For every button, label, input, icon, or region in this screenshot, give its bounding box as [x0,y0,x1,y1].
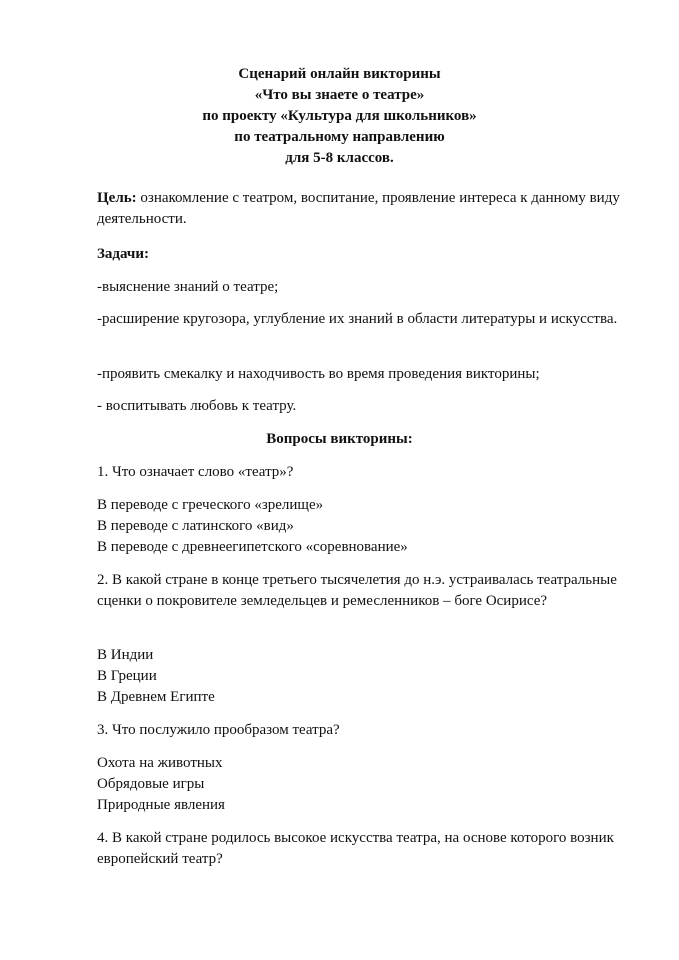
option-2-3: В Древнем Египте [97,689,215,705]
document-title [0,64,679,169]
question-1: 1. Что означает слово «театр»? [97,464,294,480]
question-2-options [97,645,627,708]
question-2: 2. В какой стране в конце третьего тысячелетия до н.э. устраивалась театральные сценки о покровителе земледельцев и ремесленников – боге Осирисе? [97,572,617,609]
question-4: 4. В какой стране родилось высокое искусства театра, на основе которого возник европейский театр? [97,830,614,867]
title-line-5: для 5-8 классов. [285,150,394,166]
questions-heading: Вопросы викторины: [266,431,413,447]
task-item-1: -выяснение знаний о театре; [97,279,279,295]
option-3-2: Обрядовые игры [97,776,205,792]
question-3-options [97,753,627,816]
goal-label: Цель: [97,190,137,206]
option-2-1: В Индии [97,647,154,663]
title-line-3: по проекту «Культура для школьников» [202,108,477,124]
title-line-4: по театральному направлению [234,129,445,145]
task-item-3: -проявить смекалку и находчивость во время проведения викторины; [97,366,540,382]
option-1-3: В переводе с древнеегипетского «соревнование» [97,539,408,555]
title-line-1: Сценарий онлайн викторины [238,66,441,82]
option-2-2: В Греции [97,668,157,684]
option-1-2: В переводе с латинского «вид» [97,518,294,534]
question-1-options [97,495,627,558]
option-3-1: Охота на животных [97,755,223,771]
option-1-1: В переводе с греческого «зрелище» [97,497,324,513]
tasks-label: Задачи: [97,246,150,262]
goal-text: ознакомление с театром, воспитание, проявление интереса к данному виду деятельности. [97,190,620,227]
option-3-3: Природные явления [97,797,225,813]
question-3: 3. Что послужило прообразом театра? [97,722,340,738]
goal-paragraph [97,188,627,230]
task-item-4: - воспитывать любовь к театру. [97,398,297,414]
title-line-2: «Что вы знаете о театре» [254,87,425,103]
task-item-2: -расширение кругозора, углубление их знаний в области литературы и искусства. [97,311,618,327]
